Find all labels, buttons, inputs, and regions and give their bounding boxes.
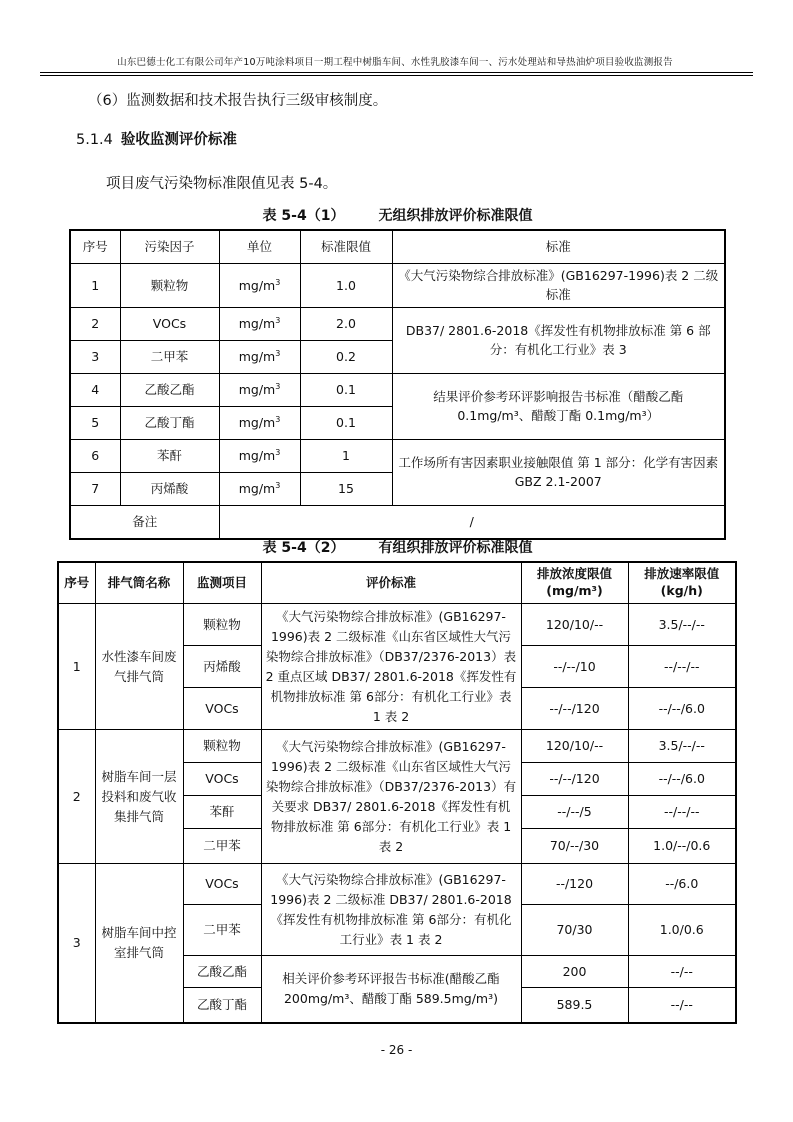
header-cell: 监测项目 — [183, 562, 261, 604]
concentration-limit: 200 — [521, 956, 628, 988]
unit-cell: $mg/m^3$ — [219, 439, 300, 472]
monitoring-item: VOCs — [183, 864, 261, 905]
header-cell: 排放速率限值 (kg/h) — [628, 562, 736, 604]
table-row — [70, 307, 725, 340]
table-row — [58, 864, 736, 905]
unit-cell: $mg/m^3$ — [219, 472, 300, 505]
table1-caption-title: 无组织排放评价标准限值 — [378, 208, 533, 224]
rate-limit: 3.5/--/-- — [628, 604, 736, 646]
rate-limit: --/-- — [628, 988, 736, 1024]
concentration-limit: 70/30 — [521, 905, 628, 956]
section-heading — [76, 128, 237, 149]
concentration-limit: 70/--/30 — [521, 829, 628, 864]
table-header-row — [70, 230, 725, 264]
unorganized-emission-table — [69, 229, 726, 540]
monitoring-item: 丙烯酸 — [183, 646, 261, 688]
concentration-limit: --/120 — [521, 864, 628, 905]
remark-value: / — [219, 505, 725, 539]
evaluation-standard: 《大气污染物综合排放标准》(GB16297-1996)表 2 二级标准 DB37/ 2801.6-2018《挥发性有机物排放标准 第 6部分：有机化工行业》表 1 表 2 — [261, 864, 521, 956]
table-row — [58, 730, 736, 763]
stack-name: 树脂车间中控室排气筒 — [95, 864, 183, 1024]
unit-cell: $mg/m^3$ — [219, 373, 300, 406]
unit-cell: $mg/m^3$ — [219, 264, 300, 308]
table-row — [70, 373, 725, 406]
page-number: - 26 - — [380, 1043, 413, 1057]
header-cell: 污染因子 — [120, 230, 219, 264]
remark-row — [70, 505, 725, 539]
stack-name: 水性漆车间废气排气筒 — [95, 604, 183, 730]
table2-caption — [69, 537, 726, 557]
table-row — [58, 604, 736, 646]
table-header-row — [58, 562, 736, 604]
table2-caption-id: 表 5-4（2） — [262, 540, 345, 556]
concentration-limit: 120/10/-- — [521, 604, 628, 646]
running-header: 山东巴德士化工有限公司年产10万吨涂料项目一期工程中树脂车间、水性乳胶漆车间一、污水处理站和导热油炉项目验收监测报告 — [117, 57, 673, 68]
rate-limit: --/--/-- — [628, 796, 736, 829]
evaluation-standard: 《大气污染物综合排放标准》(GB16297-1996)表 2 二级标准《山东省区域性大气污染物综合排放标准》（DB37/2376-2013）有关要求 DB37/ 2801.6-2018《挥发性有机物排放标准 第 6部分：有机化工行业》表 1 表 2 — [261, 730, 521, 864]
monitoring-review-line: （6）监测数据和技术报告执行三级审核制度。 — [88, 93, 388, 109]
standard-cell: DB37/ 2801.6-2018《挥发性有机物排放标准 第 6 部分：有机化工行业》表 3 — [392, 307, 725, 373]
concentration-limit: --/--/120 — [521, 688, 628, 730]
unit-cell: $mg/m^3$ — [219, 406, 300, 439]
rate-limit: --/--/6.0 — [628, 763, 736, 796]
limit-value: 0.1 — [300, 406, 392, 439]
concentration-limit: --/--/120 — [521, 763, 628, 796]
section-title: 验收监测评价标准 — [120, 132, 237, 148]
monitoring-item: 二甲苯 — [183, 905, 261, 956]
rate-limit: 1.0/0.6 — [628, 905, 736, 956]
intro-text: 项目废气污染物标准限值见表 5-4。 — [106, 176, 338, 192]
pollutant-factor: VOCs — [120, 307, 219, 340]
row-number: 4 — [70, 373, 120, 406]
monitoring-item: 苯酐 — [183, 796, 261, 829]
unit-cell: $mg/m^3$ — [219, 340, 300, 373]
monitoring-item: 乙酸乙酯 — [183, 956, 261, 988]
stack-number: 2 — [58, 730, 95, 864]
header-cell: 标准 — [392, 230, 725, 264]
header-cell: 评价标准 — [261, 562, 521, 604]
table1-caption-id: 表 5-4（1） — [262, 208, 345, 224]
monitoring-item: 二甲苯 — [183, 829, 261, 864]
pollutant-factor: 苯酐 — [120, 439, 219, 472]
concentration-limit: --/--/5 — [521, 796, 628, 829]
row-number: 1 — [70, 264, 120, 308]
table-row — [70, 439, 725, 472]
monitoring-item: 颗粒物 — [183, 604, 261, 646]
pollutant-factor: 颗粒物 — [120, 264, 219, 308]
row-number: 7 — [70, 472, 120, 505]
standard-cell: 工作场所有害因素职业接触限值 第 1 部分：化学有害因素 GBZ 2.1-2007 — [392, 439, 725, 505]
concentration-limit: --/--/10 — [521, 646, 628, 688]
limit-value: 0.1 — [300, 373, 392, 406]
remark-label: 备注 — [70, 505, 219, 539]
header-cell: 排放浓度限值 (mg/m³) — [521, 562, 628, 604]
monitoring-item: 乙酸丁酯 — [183, 988, 261, 1024]
stack-number: 1 — [58, 604, 95, 730]
pollutant-factor: 丙烯酸 — [120, 472, 219, 505]
rate-limit: 3.5/--/-- — [628, 730, 736, 763]
unit-cell: $mg/m^3$ — [219, 307, 300, 340]
table-row — [70, 264, 725, 308]
evaluation-standard: 《大气污染物综合排放标准》(GB16297-1996)表 2 二级标准《山东省区域性大气污染物综合排放标准》（DB37/2376-2013）表 2 重点区域 DB37/ 2801.6-2018《挥发性有机物排放标准 第 6部分：有机化工行业》表 1 表 2 — [261, 604, 521, 730]
standard-cell: 结果评价参考环评影响报告书标准（醋酸乙酯 0.1mg/m³、醋酸丁酯 0.1mg/m³） — [392, 373, 725, 439]
rate-limit: --/-- — [628, 956, 736, 988]
pollutant-factor: 乙酸乙酯 — [120, 373, 219, 406]
limit-value: 1.0 — [300, 264, 392, 308]
rate-limit: --/--/6.0 — [628, 688, 736, 730]
limit-value: 2.0 — [300, 307, 392, 340]
rate-limit: --/6.0 — [628, 864, 736, 905]
monitoring-item: VOCs — [183, 688, 261, 730]
monitoring-item: VOCs — [183, 763, 261, 796]
limit-value: 1 — [300, 439, 392, 472]
table1-caption — [69, 205, 726, 225]
row-number: 5 — [70, 406, 120, 439]
header-cell: 序号 — [58, 562, 95, 604]
header-rule — [40, 72, 753, 76]
row-number: 2 — [70, 307, 120, 340]
concentration-limit: 120/10/-- — [521, 730, 628, 763]
stack-name: 树脂车间一层投料和废气收集排气筒 — [95, 730, 183, 864]
stack-number: 3 — [58, 864, 95, 1024]
section-number: 5.1.4 — [76, 132, 113, 148]
organized-emission-table — [57, 561, 737, 1024]
table2-caption-title: 有组织排放评价标准限值 — [378, 540, 533, 556]
limit-value: 15 — [300, 472, 392, 505]
concentration-limit: 589.5 — [521, 988, 628, 1024]
header-cell: 标准限值 — [300, 230, 392, 264]
header-cell: 序号 — [70, 230, 120, 264]
pollutant-factor: 乙酸丁酯 — [120, 406, 219, 439]
evaluation-standard: 相关评价参考环评报告书标准(醋酸乙酯 200mg/m³、醋酸丁酯 589.5mg/m³) — [261, 956, 521, 1024]
standard-cell: 《大气污染物综合排放标准》(GB16297-1996)表 2 二级标准 — [392, 264, 725, 308]
rate-limit: --/--/-- — [628, 646, 736, 688]
rate-limit: 1.0/--/0.6 — [628, 829, 736, 864]
limit-value: 0.2 — [300, 340, 392, 373]
header-cell: 排气筒名称 — [95, 562, 183, 604]
header-cell: 单位 — [219, 230, 300, 264]
row-number: 6 — [70, 439, 120, 472]
pollutant-factor: 二甲苯 — [120, 340, 219, 373]
monitoring-item: 颗粒物 — [183, 730, 261, 763]
row-number: 3 — [70, 340, 120, 373]
